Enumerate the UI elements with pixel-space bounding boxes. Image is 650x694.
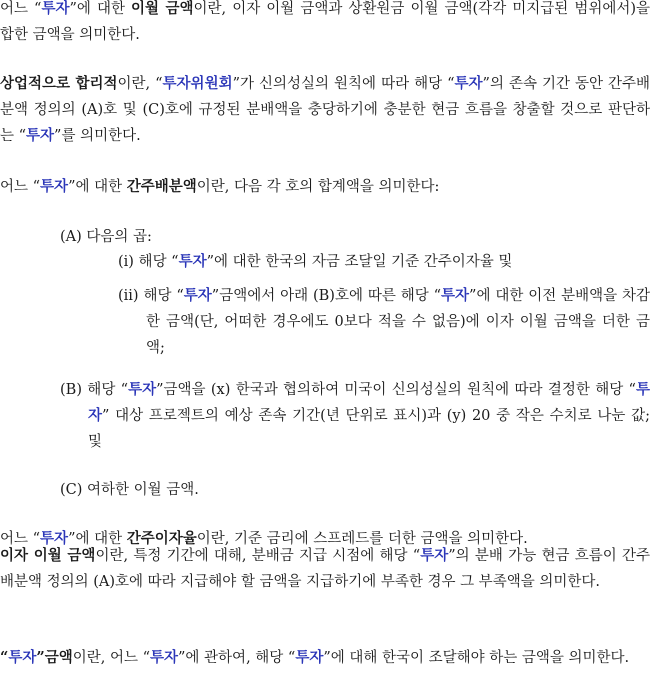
text: ”금액에서 아래 (B)호에 따른 해당 “ xyxy=(211,288,442,304)
term-investment: 투자 xyxy=(88,381,650,424)
clause-a xyxy=(60,224,650,250)
definition-commercially-reasonable xyxy=(0,71,650,149)
text: 이란, 기준 금리에 스프레드를 더한 금액을 의미한다. xyxy=(196,531,528,547)
term-investment: 투자 xyxy=(183,287,212,304)
text: ”에 대한 xyxy=(69,1,132,17)
text: 어느 “ xyxy=(0,531,41,547)
text: 이란, 다음 각 호의 합계액을 의미한다: xyxy=(196,179,440,195)
text: 이란, 특정 기간에 대해, 분배금 지급 시점에 해당 “ xyxy=(95,548,421,564)
term-investment: 투자 xyxy=(128,381,157,398)
definition-deemed-distribution xyxy=(0,174,650,200)
term-investment: 투자 xyxy=(40,178,69,195)
text: ”에 대한 xyxy=(68,531,127,547)
text: 이란, 어느 “ xyxy=(72,650,150,666)
definition-investment-amount xyxy=(0,645,650,671)
text: (A) 다음의 곱: xyxy=(60,229,152,245)
text: ”에 대한 xyxy=(68,179,127,195)
text: ” 대상 프로젝트의 예상 존속 기간(년 단위로 표시)과 (y) 20 중 작은 수치로 나눈 값; 및 xyxy=(88,408,650,450)
defined-term: 상업적으로 합리적 xyxy=(0,75,118,92)
text: ”에 대해 한국이 조달해야 하는 금액을 의미한다. xyxy=(323,650,630,666)
text: 이란, “ xyxy=(117,76,163,92)
term-investment: 투자 xyxy=(150,649,179,666)
defined-term: ”금액 xyxy=(36,649,73,666)
text: ”에 관하여, 해당 “ xyxy=(178,650,296,666)
definition-interest-carryover xyxy=(0,543,650,595)
definition-carryover-amount xyxy=(0,0,650,48)
clause-b xyxy=(60,377,650,455)
text: 이란, 이자 이월 금액과 상환원금 이월 금액(각각 미지급된 범위에서)을 합한 금액을 의미한다. xyxy=(0,1,650,43)
text: ”가 신의성실의 원칙에 따라 해당 “ xyxy=(232,76,455,92)
text: ”금액을 (x) 한국과 협의하여 미국이 신의성실의 원칙에 따라 결정한 해당 “ xyxy=(156,382,636,398)
term-investment: 투자 xyxy=(441,287,470,304)
term-investment: 투자 xyxy=(178,253,207,270)
term-investment: 투자 xyxy=(8,649,37,666)
text: (i) 해당 “ xyxy=(118,254,179,270)
text: ”의 분배 가능 현금 흐름이 간주배분액 정의의 (A)호에 따라 지급해야 할 금액을 지급하기에 부족한 경우 그 부족액을 의미한다. xyxy=(0,548,650,590)
term-investment: 투자 xyxy=(41,0,70,17)
term-investment: 투자 xyxy=(26,127,55,144)
defined-term: 간주이자율 xyxy=(126,530,197,547)
text: ”에 대한 이전 분배액을 차감한 금액(단, 어떠한 경우에도 0보다 적을 수 없음)에 이자 이월 금액을 더한 금액; xyxy=(146,288,650,356)
term-investment: 투자 xyxy=(295,649,324,666)
text: 어느 “ xyxy=(0,1,42,17)
term-investment: 투자 xyxy=(40,530,69,547)
text: 어느 “ xyxy=(0,179,41,195)
term-investment: 투자 xyxy=(420,547,449,564)
defined-term: 간주배분액 xyxy=(126,178,197,195)
term-investment-committee: 투자위원회 xyxy=(162,75,233,92)
term-investment: 투자 xyxy=(454,75,483,92)
clause-a-ii xyxy=(118,283,650,361)
defined-term: 이월 금액 xyxy=(131,0,194,17)
clause-c xyxy=(60,477,650,503)
text: ”에 대한 한국의 자금 조달일 기준 간주이자율 및 xyxy=(206,254,513,270)
text: “ xyxy=(0,649,9,666)
text: ”의 존속 기간 동안 간주배분액 정의의 (A)호 및 (C)호에 규정된 분배액을 충당하기에 충분한 현금 흐름을 창출할 것으로 판단하는 “ xyxy=(0,76,650,144)
text: (ii) 해당 “ xyxy=(118,288,184,304)
clause-a-i xyxy=(118,249,650,275)
text: (B) 해당 “ xyxy=(60,382,129,398)
text: ”를 의미한다. xyxy=(54,128,141,144)
text: (C) 여하한 이월 금액. xyxy=(60,482,199,498)
defined-term: 이자 이월 금액 xyxy=(0,547,96,564)
